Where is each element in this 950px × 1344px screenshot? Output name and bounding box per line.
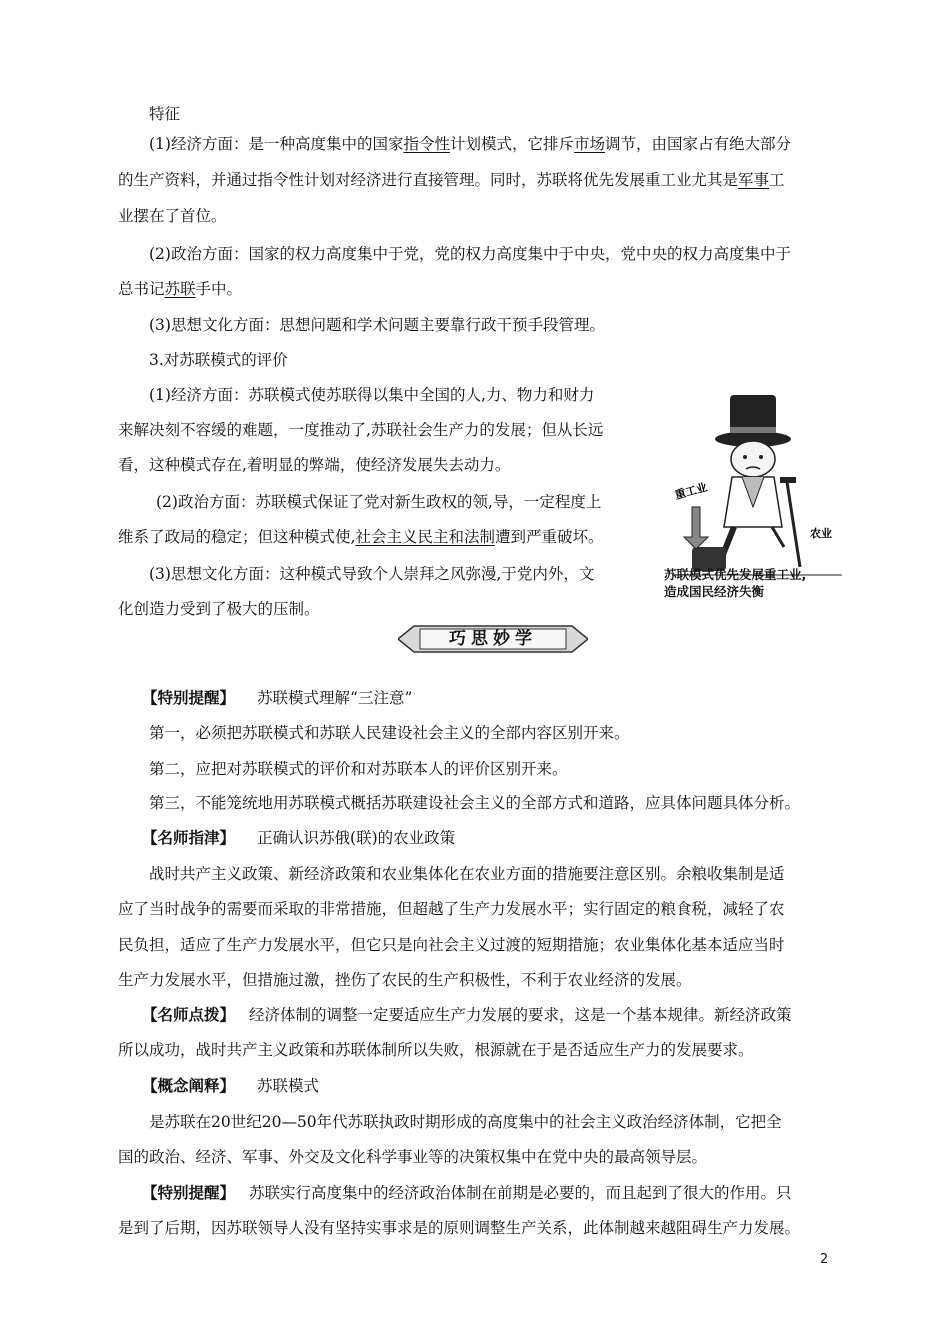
text: (1)经济方面：苏联模式使苏联得以集中全国的人,力、物力和财力 (149, 386, 595, 404)
pol-feature-line2 (118, 271, 840, 307)
underlined-term: 市场 (574, 135, 606, 153)
text: (1)经济方面：是一种高度集中的国家 (149, 135, 404, 153)
underlined-term: 社会主义民主和法制 (355, 528, 495, 546)
text: 第一，必须把苏联模式和苏联人民建设社会主义的全部内容区别开来。 (149, 724, 630, 742)
hat-band (730, 427, 776, 433)
reminder2-l2 (118, 1210, 858, 1246)
guide-heading (118, 820, 840, 856)
concept-heading (118, 1068, 840, 1104)
text: 苏联模式理解“三注意” (257, 689, 413, 707)
pol-feature-paragraph (118, 236, 840, 272)
text: 化创造力受到了极大的压制。 (118, 600, 320, 618)
guide-l2 (118, 891, 840, 927)
guide-l4 (118, 962, 840, 998)
text: 生产力发展水平，但措施过激，挫伤了农民的生产积极性，不利于农业经济的发展。 (118, 971, 692, 989)
text: 第三，不能笼统地用苏联模式概括苏联建设社会主义的全部方式和道路，应具体问题具体分析。 (149, 794, 801, 812)
features-title-text: 特征 (149, 105, 181, 123)
banner-title: 巧思妙学 (449, 629, 537, 649)
text: 维系了政局的稳定；但这种模式使, (118, 528, 356, 546)
reminder1-p3 (118, 785, 858, 821)
eval-econ-line1 (118, 377, 648, 413)
text: (3)思想文化方面：思想问题和学术问题主要靠行政干预手段管理。 (149, 316, 605, 334)
text: 总书记 (118, 280, 165, 298)
underlined-term: 指令性 (403, 135, 450, 153)
reminder1-heading (118, 680, 840, 716)
text: (2)政治方面：国家的权力高度集中于党，党的权力高度集中于中央，党中央的权力高度集中于 (149, 245, 791, 263)
crutch-right (787, 482, 800, 567)
face (731, 441, 775, 477)
eye-right (759, 455, 763, 459)
econ-feature-line2 (118, 162, 840, 198)
caption-line1: 苏联模式优先发展重工业, (664, 567, 807, 582)
tag: 【名师点拨】 (142, 1005, 236, 1024)
text: 是到了后期，因苏联领导人没有坚持实事求是的原则调整生产关系，此体制越来越阻碍生产力发展。 (118, 1219, 801, 1237)
arrow-icon (684, 507, 708, 549)
underlined-term: 军事 (738, 171, 770, 189)
concept-l1 (118, 1104, 840, 1140)
text: 应了当时战争的需要而采取的非常措施，但超越了生产力发展水平；实行固定的粮食税，减轻了农 (118, 900, 785, 918)
guide-l3 (118, 927, 840, 963)
figure-caption (664, 566, 854, 600)
text: 战时共产主义政策、新经济政策和农业集体化在农业方面的措施要注意区别。余粮收集制是适 (149, 865, 785, 883)
eval-pol-line1 (118, 484, 648, 520)
econ-feature-paragraph (118, 126, 840, 162)
text: 是苏联在20世纪20—50年代苏联执政时期形成的高度集中的社会主义政治经济体制，它把全 (149, 1113, 782, 1131)
leg-thin (772, 527, 784, 547)
text: 计划模式，它排斥 (449, 135, 574, 153)
text: (3)思想文化方面：这种模式导致个人崇拜之风弥漫,于党内外，文 (149, 565, 595, 583)
text: 苏联实行高度集中的经济政治体制在前期是必要的，而且起到了很大的作用。只 (249, 1184, 792, 1202)
text: 正确认识苏俄(联)的农业政策 (257, 829, 456, 847)
underlined-term: 苏联 (164, 280, 196, 298)
eval-pol-line2 (118, 519, 648, 555)
text: 工 (769, 171, 785, 189)
page-number: 2 (820, 1252, 829, 1267)
crutch-top (780, 477, 796, 483)
eval-econ-line3 (118, 447, 648, 483)
text: (2)政治方面：苏联模式保证了党对新生政权的领,导，一定程度上 (156, 493, 602, 511)
text: 来解决刻不容缓的难题，一度推动了,苏联社会生产力的发展；但从长远 (118, 421, 604, 439)
tag: 【特别提醒】 (142, 1183, 236, 1202)
reminder2-l1 (118, 1175, 840, 1211)
cult-feature-paragraph (118, 307, 840, 343)
eye-left (743, 455, 747, 459)
text: 所以成功，战时共产主义政策和苏联体制所以失败，根源就在于是否适应生产力的发展要求。 (118, 1041, 754, 1059)
text: 调节，由国家占有绝大部分 (605, 135, 792, 153)
text: 第二，应把对苏联模式的评价和对苏联本人的评价区别开来。 (149, 760, 568, 778)
pointer-l1 (118, 997, 840, 1033)
tag: 【特别提醒】 (142, 688, 236, 707)
reminder1-p2 (118, 751, 840, 787)
text: 国的政治、经济、军事、外交及文化科学事业等的决策权集中在党中央的最高领导层。 (118, 1148, 708, 1166)
text: 遭到严重破坏。 (494, 528, 604, 546)
label-agriculture: 农业 (810, 527, 832, 540)
text: 看，这种模式存在,着明显的弊端，使经济发展失去动力。 (118, 456, 511, 474)
text: 业摆在了首位。 (118, 207, 227, 225)
text: 经济体制的调整一定要适应生产力发展的要求，这是一个基本规律。新经济政策 (249, 1006, 792, 1024)
eval-cult-line1 (118, 556, 648, 592)
tag: 【概念阐释】 (142, 1076, 236, 1095)
concept-l2 (118, 1139, 840, 1175)
text: 苏联模式 (257, 1077, 320, 1095)
tag: 【名师指津】 (142, 828, 236, 847)
text: 3.对苏联模式的评价 (149, 351, 288, 369)
caption-line2: 造成国民经济失衡 (664, 584, 765, 599)
eval-econ-line2 (118, 412, 648, 448)
pointer-l2 (118, 1032, 840, 1068)
guide-l1 (118, 856, 840, 892)
reminder1-p1 (118, 715, 840, 751)
label-heavy-industry: 重工业 (673, 480, 709, 502)
text: 手中。 (195, 280, 243, 298)
econ-feature-line3 (118, 198, 840, 234)
text: 民负担，适应了生产力发展水平，但它只是向社会主义过渡的短期措施；农业集体化基本适应当时 (118, 936, 785, 954)
text: 的生产资料，并通过指令性计划对经济进行直接管理。同时，苏联将优先发展重工业尤其是 (118, 171, 739, 189)
